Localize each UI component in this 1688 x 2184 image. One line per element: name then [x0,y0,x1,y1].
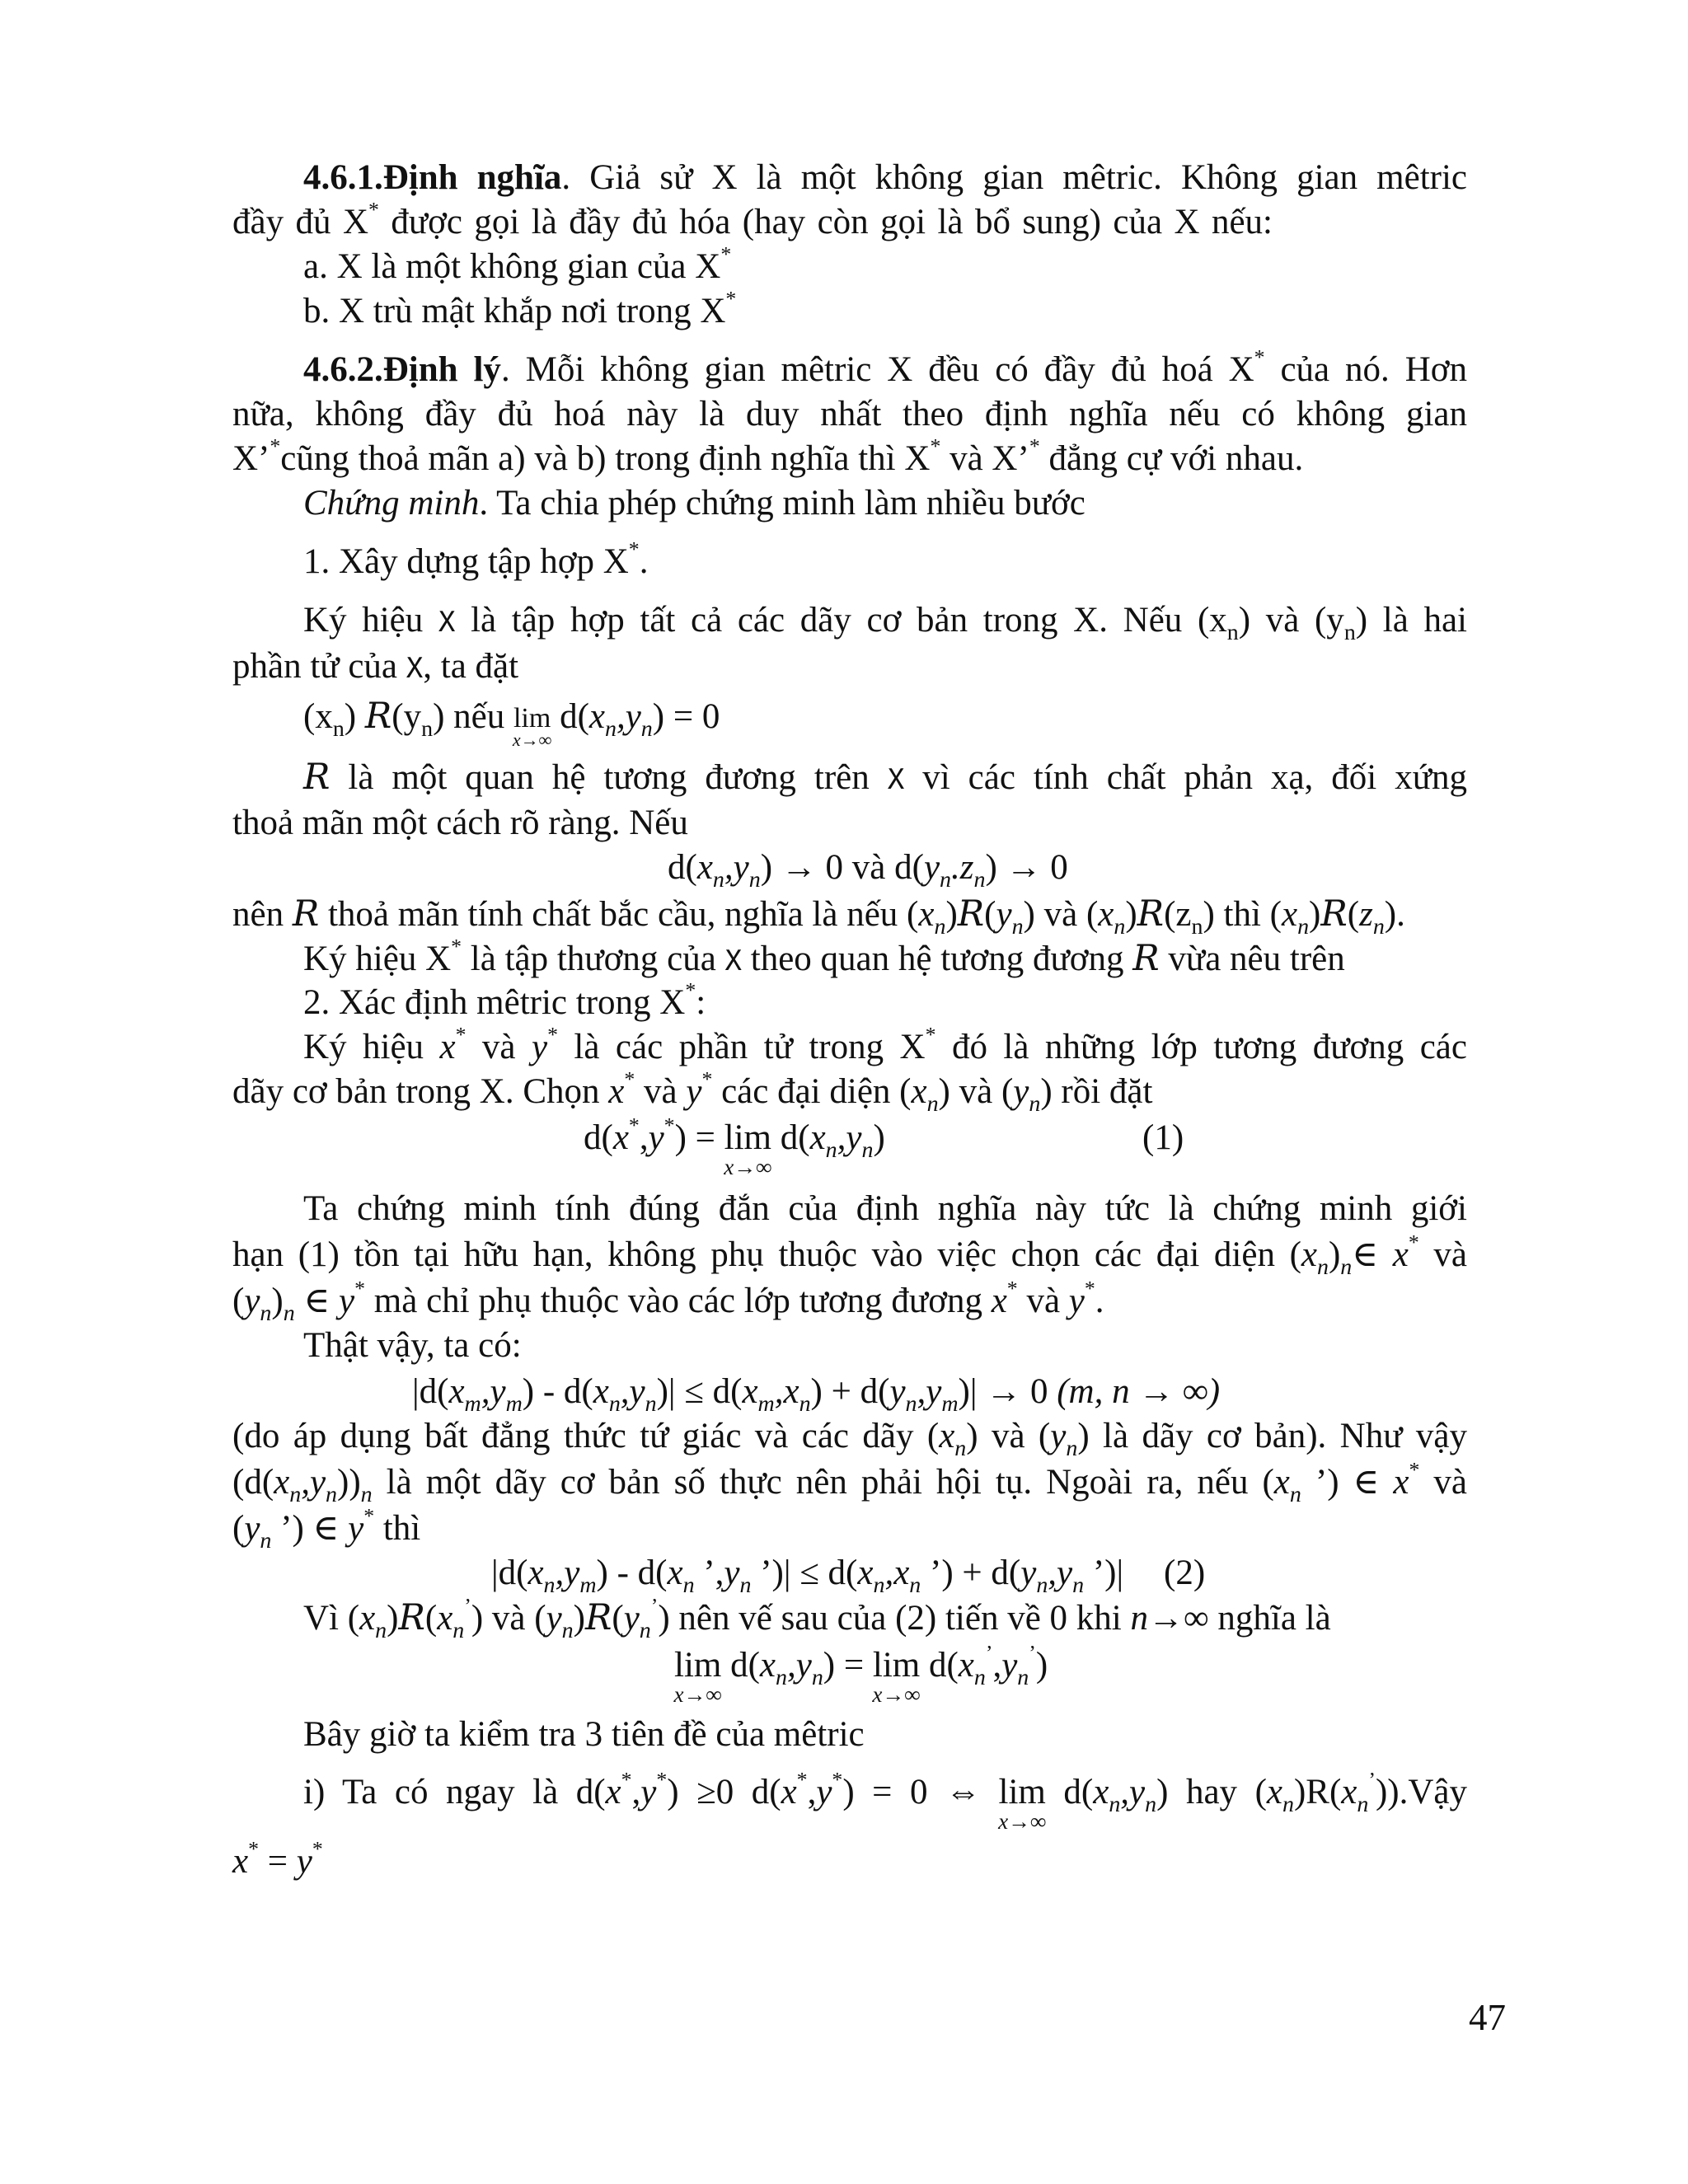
definition-item-b: b. X trù mật khắp nơi trong X* [303,286,737,330]
apply-line-1: (do áp dụng bất đẳng thức tứ giác và các dãy $(x_n)$ và $(y_n)$ là dãy cơ bản). Như vậy [232,1417,1467,1461]
transitivity-line: nên R thoả mãn tính chất bắc cầu, nghĩa là nếu $(x_n)R(y_n)$ và $(x_n)R(z_n)$ thì $(x_n)R(z_n)$. [232,893,1405,940]
paragraph-equivalence-2: thoả mãn một cách rõ ràng. Nếu [232,804,688,842]
proof-label: Chứng minh [303,484,480,523]
paragraph-sequences-2: phần tử của X, ta đặt [232,647,519,686]
equation-1-label: (1) [1142,1118,1184,1157]
theorem-heading: 4.6.2.Định lý [303,350,501,389]
transitivity-equation: $d(x_n,y_n) \to 0$ và $d(y_n.z_n) \to 0$ [668,848,1068,893]
equation-2-label: (2) [1164,1554,1206,1592]
apply-line-3: ($y_n$ ’) ∈ y* thì [232,1503,421,1554]
paragraph-sequences-1: Ký hiệu X là tập hợp tất cả các dãy cơ bản trong X. Nếu $(x_n)$ và $(y_n)$ là hai [303,601,1467,645]
metric-paragraph-2: dãy cơ bản trong X. Chọn x* và y* các đại diện $(x_n)$ và $(y_n)$ rồi đặt [232,1066,1153,1117]
axiom-1-conclusion: x* = y* [232,1836,323,1881]
relation-definition: $(x_n)$ $R(y_n)$ nếu lim x→∞ $d(x_n,y_n) = 0$ [303,696,720,750]
equation-1: d(x*,y*) = lim x→∞ $d(x_n,y_n)$ [584,1113,885,1179]
page-number: 47 [1469,1997,1506,2038]
definition-heading: 4.6.1.Định nghĩa [303,158,562,197]
limit-operator: lim x→∞ [872,1646,921,1707]
theorem-line-2: nữa, không đầy đủ hoá này là duy nhất theo định nghĩa nếu có không gian [232,395,1467,434]
since-line: Vì $(x_n)R(x_n^’)$ và $(y_n)R(y_n^’)$ nên vế sau của (2) tiến về 0 khi n→∞ nghĩa là [303,1593,1331,1643]
axioms-intro: Bây giờ ta kiểm tra 3 tiên đề của mêtric [303,1715,865,1754]
theorem-line-3: X’*cũng thoả mãn a) và b) trong định nghĩa thì X* và X’* đẳng cự với nhau. [232,434,1304,478]
step-2-heading: 2. Xác định mêtric trong X*: [303,977,706,1022]
well-defined-line-3: $(y_n)_n$ ∈ y* mà chỉ phụ thuộc vào các lớp tương đương x* và y*. [232,1276,1104,1326]
well-defined-line-2: hạn (1) tồn tại hữu hạn, không phụ thuộc vào việc chọn các đại diện $(x_n)_n\in$ x* và [232,1230,1467,1280]
definition-line-2: đầy đủ X* được gọi là đầy đủ hóa (hay còn gọi là bổ sung) của X nếu: [232,197,1273,241]
definition-item-a: a. X là một không gian của X* [303,241,732,286]
proof-intro: Chứng minh. Ta chia phép chứng minh làm nhiều bước [303,484,1085,523]
inequality-equation: $|d(x_m,y_m) - d(x_n,y_n)| \le d(x_m,x_n) + d(y_n,y_m)| \to 0$ (m, n → ∞) [412,1372,1221,1417]
quotient-set-line: Ký hiệu X* là tập thương của X theo quan hệ tương đương R vừa nêu trên [303,934,1345,979]
limit-operator: lim x→∞ [998,1773,1047,1834]
metric-paragraph-1: Ký hiệu x* và y* là các phần tử trong X* đó là những lớp tương đương các [303,1022,1467,1066]
theorem-line-1: 4.6.2.Định lý. Mỗi không gian mêtric X đều có đầy đủ hoá X* của nó. Hơn [303,344,1467,389]
definition-line-1: 4.6.1.Định nghĩa. Giả sử X là một không gian mêtric. Không gian mêtric [303,158,1467,197]
apply-line-2: $(d(x_n,y_n))_n$ là một dãy cơ bản số thực nên phải hội tụ. Ngoài ra, nếu ($x_n$ ’) ∈ x* và [232,1457,1467,1507]
axiom-1-line: i) Ta có ngay là d(x*,y*) ≥0 d(x*,y*) = 0 ⇔ lim x→∞ $d(x_n,y_n)$ hay $(x_n)R(x_n^’)).Vậy$ [303,1767,1467,1834]
limit-operator: lim x→∞ [724,1118,772,1179]
limit-operator: lim x→∞ [512,703,552,750]
well-defined-line-1: Ta chứng minh tính đúng đắn của định nghĩa này tức là chứng minh giới [303,1189,1467,1228]
limit-operator: lim x→∞ [673,1646,722,1707]
limit-equality: lim x→∞ $d(x_n,y_n) = \lim$ x→∞ $d(x_n^’,y_n^’)$ [673,1640,1048,1707]
step-1-heading: 1. Xây dựng tập hợp X*. [303,537,649,581]
equation-2: $|d(x_n,y_m) - d(x_n$ $’,y_n$ ’)| ≤ $d(x_n,x_n$ ’) + $d(y_n,y_n$ ’)| [491,1554,1124,1598]
indeed-line: Thật vậy, ta có: [303,1326,522,1365]
paragraph-equivalence-1: R là một quan hệ tương đương trên X vì các tính chất phản xạ, đối xứng [303,757,1467,798]
